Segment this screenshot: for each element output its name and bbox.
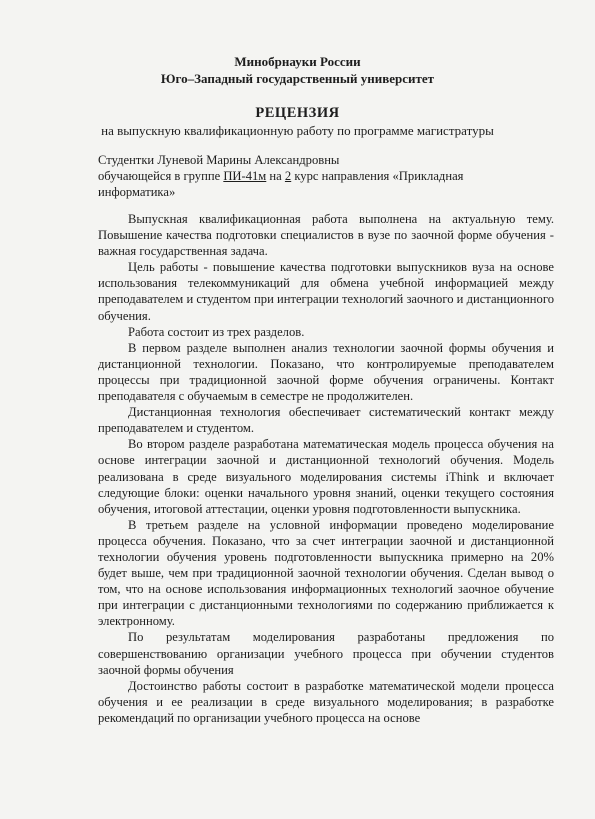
course-number: 2: [284, 169, 292, 183]
paragraph-distance-tech: Дистанционная технология обеспечивает систематический контакт между преподавателем и студентом.: [98, 405, 554, 436]
group-number: ПИ-41м: [223, 169, 267, 183]
paragraph-goal: Цель работы - повышение качества подготовки выпускников вуза на основе использования телекоммуникаций для обмена учебной информацией между преподавателем и студентом при интеграции технологий заочного и дистанционного обучения.: [98, 260, 554, 323]
paragraph-structure: Работа состоит из трех разделов.: [128, 324, 305, 339]
paragraph-proposals: По результатам моделирования разработаны предложения по совершенствованию организации учебного процесса при обучении студентов заочной формы обучения: [98, 630, 554, 677]
student-direction-line: информатика»: [98, 185, 176, 199]
ministry-heading: Минобрнауки России: [234, 54, 361, 69]
student-group-line: [98, 168, 463, 184]
paragraph-merits: Достоинство работы состоит в разработке математической модели процесса обучения и ее реализации в среде визуального моделирования; в разработке рекомендаций по организации учебного процесса на основе: [98, 678, 554, 725]
paragraph-relevance: Выпускная квалификационная работа выполнена на актуальную тему. Повышение качества подготовки специалистов в вузе по заочной форме обучения - важная государственная задача.: [98, 212, 554, 259]
document-subtitle: на выпускную квалификационную работу по программе магистратуры: [101, 123, 494, 138]
group-line-middle: на: [266, 169, 285, 183]
review-body: [98, 211, 554, 726]
group-line-suffix: курс направления «Прикладная: [291, 169, 464, 183]
paragraph-section-3: В третьем разделе на условной информации проведено моделирование процесса обучения. Показано, что за счет интеграции заочной и дистанционной технологии обучения уровень подготовленности выпускника примерно на 20% будет выше, чем при традиционной заочной технологии обучения. Сделан вывод о том, что на основе использования информационных технологий заочное обучение при интеграции с дистанционными технологиями по содержанию приближается к электронному.: [98, 517, 554, 629]
student-name-line: Студентки Луневой Марины Александровны: [98, 153, 340, 167]
paragraph-section-1: В первом разделе выполнен анализ технологии заочной формы обучения и дистанционной технологии. Показано, что контролируемые преподавателем процессы при традиционной заочной форме обучения ограничены. Контакт преподавателя с обучаемым в семестре не продолжителен.: [98, 340, 554, 404]
paragraph-section-2: Во втором разделе разработана математическая модель процесса обучения на основе интеграции заочной и дистанционной технологий обучения. Модель реализована в среде визуального моделирования системы iThink и включает следующие блоки: оценки начального уровня знаний, оценки текущего состояния обучения, итоговой аттестации, оценки уровня подготовленности выпускника.: [98, 437, 554, 516]
university-heading: Юго–Западный государственный университет: [160, 71, 435, 86]
group-line-prefix: обучающейся в группе: [98, 169, 224, 183]
document-title: РЕЦЕНЗИЯ: [255, 105, 340, 121]
